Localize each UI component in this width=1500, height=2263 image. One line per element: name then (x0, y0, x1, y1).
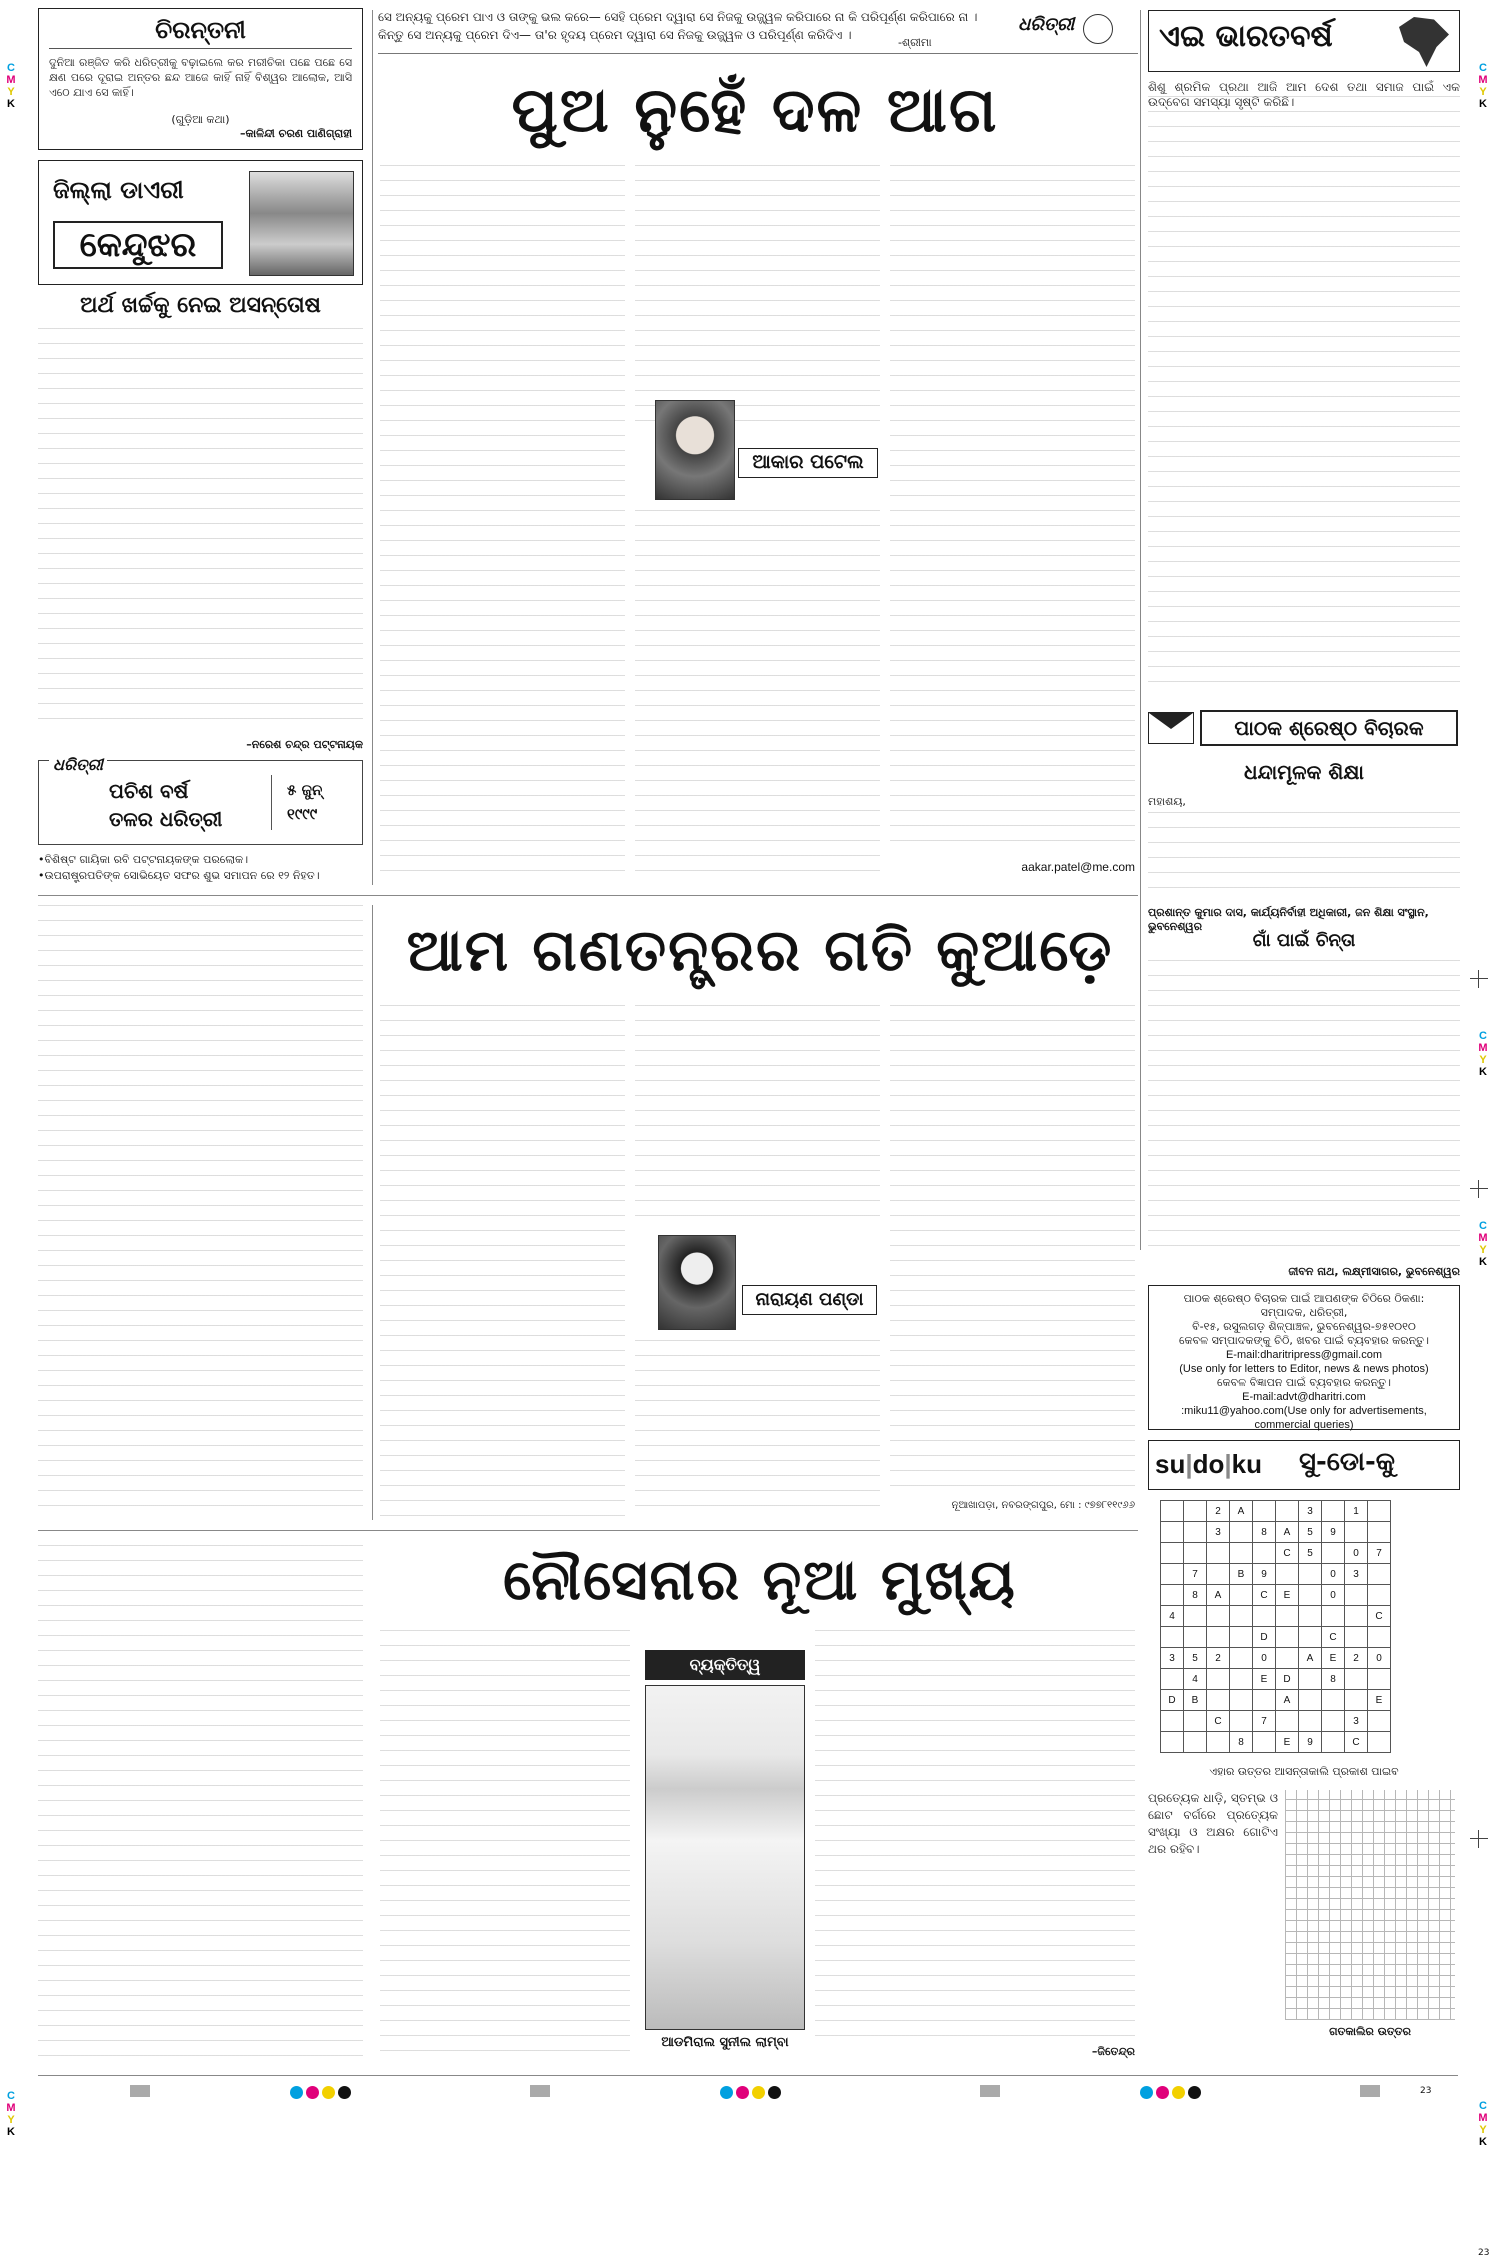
sudoku-cell (1368, 1585, 1391, 1606)
second-headline: ଆମ ଗଣତନ୍ତ୍ରର ଗତି କୁଆଡ଼େ (406, 916, 1114, 984)
sudoku-cell: 2 (1207, 1501, 1230, 1522)
sudoku-title-do: do (1192, 1449, 1225, 1479)
sudoku-cell: B (1230, 1564, 1253, 1585)
main-article-column-2 (635, 510, 880, 885)
sudoku-cell (1207, 1669, 1230, 1690)
sudoku-cell: 0 (1345, 1543, 1368, 1564)
ad-note: କେବଳ ବିଜ୍ଞାପନ ପାଇଁ ବ୍ୟବହାର କରନ୍ତୁ। (1216, 1376, 1391, 1389)
sudoku-cell (1299, 1585, 1322, 1606)
temple-photo (249, 171, 354, 276)
main-article-author: ଆକାର ପଟେଲ (738, 448, 878, 478)
footer-rule (38, 2075, 1458, 2076)
letter-1-body (1148, 812, 1460, 902)
sudoku-cell (1230, 1522, 1253, 1543)
registration-mark-left-bottom: C M Y K (6, 2090, 16, 2138)
sudoku-cell: 4 (1161, 1606, 1184, 1627)
registration-mark-left-top: C M Y K (6, 62, 16, 110)
sudoku-cell (1207, 1690, 1230, 1711)
sudoku-cell (1184, 1522, 1207, 1543)
sudoku-cell: D (1161, 1690, 1184, 1711)
letter-2-body (1148, 960, 1460, 1260)
ei-bharatbarsha-intro: ଶିଶୁ ଶ୍ରମିକ ପ୍ରଥା ଆଜି ଆମ ଦେଶ ତଥା ସମାଜ ପାଇଁ ଏକ ଉଦ୍ବେଗ ସମସ୍ୟା ସୃଷ୍ଟି କରିଛି। (1148, 80, 1460, 109)
district-diary-banner (38, 160, 363, 285)
sudoku-row (1161, 1711, 1391, 1732)
sudoku-cell: 7 (1184, 1564, 1207, 1585)
divider (271, 775, 272, 830)
sudoku-cell (1253, 1690, 1276, 1711)
twenty-five-years-item: •ଉପରାଷ୍ଟ୍ରପତିଙ୍କ ସୋଭିୟେତ ସଫର ଶୁଭ ସମାପନ ରେ ୧୨ ନିହତ। (38, 869, 320, 882)
crop-mark (1470, 970, 1488, 988)
registration-mark-right-bottom: C M Y K (1478, 2100, 1488, 2148)
sudoku-cell (1161, 1711, 1184, 1732)
advt-email-alt[interactable]: :miku11@yahoo.com(Use only for advertisements, commercial queries) (1181, 1405, 1427, 1431)
third-article-byline: –ଜିତେନ୍ଦ୍ର (1091, 2045, 1135, 2058)
sudoku-cell (1161, 1585, 1184, 1606)
sudoku-cell (1230, 1606, 1253, 1627)
sudoku-cell: 7 (1368, 1543, 1391, 1564)
sudoku-cell: A (1276, 1690, 1299, 1711)
sudoku-cell (1230, 1585, 1253, 1606)
sudoku-cell: 3 (1161, 1648, 1184, 1669)
sudoku-row (1161, 1543, 1391, 1564)
daily-quote (378, 8, 988, 44)
sudoku-cell: A (1299, 1648, 1322, 1669)
print-color-dots (1140, 2084, 1204, 2103)
ei-bharatbarsha-banner (1148, 10, 1460, 72)
chirantani-poem: ଦୁନିଆ ରଞ୍ଜିତ କରି ଧରିତ୍ରୀକୁ ବଢ଼ାଇଲେ କର ମରୀଚିକା ପଛେ ପଛେ ସେ କ୍ଷଣ ପରେ ଦୂରାଇ ଅନ୍ତର ଛନ୍ଦ ଆଜେ କାହିଁ ନାହିଁ ବିଶ୍ୱର ଆଲୋକ, ଆସି ଏଠେ ଯାଏ ସେ କାହିଁ। (49, 56, 352, 99)
main-article-email: aakar.patel@me.com (1021, 860, 1135, 874)
sudoku-row (1161, 1564, 1391, 1585)
sudoku-cell (1345, 1585, 1368, 1606)
sudoku-cell: 3 (1299, 1501, 1322, 1522)
sudoku-row (1161, 1627, 1391, 1648)
letters-address-box (1148, 1285, 1460, 1430)
sudoku-cell (1322, 1501, 1345, 1522)
sudoku-cell (1161, 1501, 1184, 1522)
chirantani-title: ଚିରନ୍ତନୀ (49, 15, 352, 49)
sudoku-cell: 9 (1299, 1732, 1322, 1753)
sudoku-cell (1184, 1732, 1207, 1753)
sudoku-cell: C (1322, 1627, 1345, 1648)
sudoku-cell (1322, 1732, 1345, 1753)
section-rule (38, 1530, 1138, 1531)
sudoku-cell: 0 (1253, 1648, 1276, 1669)
second-article-column-2 (380, 1005, 625, 1520)
print-color-dots (720, 2084, 784, 2103)
sudoku-cell: 5 (1184, 1648, 1207, 1669)
letter-2-author: ଜୀବନ ନାଥ, ଲକ୍ଷ୍ମୀସାଗର, ଭୁବନେଶ୍ୱର (1288, 1265, 1460, 1278)
twenty-five-years-title-1: ପଚିଶ ବର୍ଷ (109, 779, 189, 803)
sudoku-cell: 9 (1322, 1522, 1345, 1543)
sudoku-grid (1160, 1500, 1391, 1753)
sudoku-cell: 4 (1184, 1669, 1207, 1690)
sudoku-cell (1276, 1627, 1299, 1648)
sudoku-cell: E (1276, 1585, 1299, 1606)
main-headline: ପୁଅ ନୁହେଁ ଦଳ ଆଗ (511, 73, 999, 146)
sudoku-cell: 2 (1345, 1648, 1368, 1669)
sudoku-row (1161, 1732, 1391, 1753)
sudoku-cell: 9 (1253, 1564, 1276, 1585)
sudoku-cell: 3 (1345, 1564, 1368, 1585)
sudoku-title-odia: ସୁ-ଡୋ-କୁ (1299, 1447, 1395, 1477)
sudoku-previous-solution-grid (1285, 1790, 1455, 2020)
sudoku-title-su: su (1155, 1449, 1186, 1479)
address-line: କେବଳ ସମ୍ପାଦକଙ୍କୁ ଚିଠି, ଖବର ପାଇଁ ବ୍ୟବହାର କରନ୍ତୁ। (1179, 1334, 1429, 1347)
sudoku-cell (1345, 1522, 1368, 1543)
sudoku-cell: 5 (1299, 1543, 1322, 1564)
sudoku-cell: 5 (1299, 1522, 1322, 1543)
sudoku-cell: C (1207, 1711, 1230, 1732)
admiral-photo-caption: ଆଡମିରାଲ ସୁନୀଲ ଲାମ୍ବା (661, 2035, 789, 2050)
page-number-corner: 23 (1478, 2248, 1490, 2258)
print-gray-bar (980, 2085, 1000, 2097)
sudoku-cell (1322, 1711, 1345, 1732)
twenty-five-years-item: •ବିଶିଷ୍ଟ ଗାୟିକା ରବି ପଟ୍ଟନାୟକଙ୍କ ପରଲୋକ। (38, 853, 249, 866)
sudoku-cell: E (1253, 1669, 1276, 1690)
sudoku-cell (1276, 1711, 1299, 1732)
sudoku-cell (1299, 1711, 1322, 1732)
sudoku-title-ku: ku (1231, 1449, 1263, 1479)
sudoku-row (1161, 1606, 1391, 1627)
sudoku-cell (1207, 1543, 1230, 1564)
page-number: 23 (1420, 2086, 1432, 2096)
admiral-photo (645, 1685, 805, 2030)
quote-author: -ଶ୍ରୀମା (898, 36, 932, 49)
sudoku-cell (1322, 1543, 1345, 1564)
sudoku-cell (1253, 1606, 1276, 1627)
sudoku-cell (1322, 1690, 1345, 1711)
sudoku-cell (1161, 1564, 1184, 1585)
sudoku-cell (1184, 1606, 1207, 1627)
second-article-column-1 (38, 905, 363, 1520)
sudoku-cell (1276, 1564, 1299, 1585)
advt-email[interactable]: E-mail:advt@dharitri.com (1242, 1391, 1366, 1403)
column-rule (372, 905, 373, 1520)
crop-mark (1470, 1180, 1488, 1198)
column-rule (372, 10, 373, 885)
print-color-dots (290, 2084, 354, 2103)
sudoku-cell: 0 (1368, 1648, 1391, 1669)
masthead-quote-bar (378, 8, 1138, 54)
sudoku-cell: E (1368, 1690, 1391, 1711)
print-gray-bar (130, 2085, 150, 2097)
sudoku-cell (1253, 1543, 1276, 1564)
sudoku-row (1161, 1585, 1391, 1606)
second-article-column-3 (635, 1340, 880, 1520)
sudoku-cell (1207, 1732, 1230, 1753)
district-body-text (38, 328, 363, 733)
twenty-five-years-date-1: ୫ ଜୁନ୍ (287, 781, 323, 799)
sudoku-cell (1345, 1627, 1368, 1648)
twenty-five-years-date-2: ୧୯୯୯ (287, 805, 318, 823)
sudoku-cell: 2 (1207, 1648, 1230, 1669)
sudoku-row (1161, 1690, 1391, 1711)
main-article-column-3 (890, 165, 1135, 855)
sudoku-cell (1368, 1564, 1391, 1585)
sudoku-cell: A (1207, 1585, 1230, 1606)
sudoku-cell (1345, 1669, 1368, 1690)
sudoku-row (1161, 1522, 1391, 1543)
third-article-column-1 (38, 1545, 363, 2065)
sudoku-cell: 3 (1345, 1711, 1368, 1732)
sudoku-cell: 3 (1207, 1522, 1230, 1543)
address-line: ବି-୧୫, ରସୁଲଗଡ଼ ଶିଳ୍ପାଞ୍ଚଳ, ଭୁବନେଶ୍ୱର-୭୫୧୦୧୦ (1192, 1320, 1416, 1333)
sudoku-rules: ପ୍ରତ୍ୟେକ ଧାଡ଼ି, ସ୍ତମ୍ଭ ଓ ଛୋଟ ବର୍ଗରେ ପ୍ରତ୍ୟେକ ସଂଖ୍ୟା ଓ ଅକ୍ଷର ଗୋଟିଏ ଥର ରହିବ। (1148, 1791, 1278, 1856)
sudoku-cell: D (1253, 1627, 1276, 1648)
second-article-place: ନୂଆଖାପଡ଼ା, ନବରଙ୍ଗପୁର, ମୋ : ୯୭୭୮୧୧୯୬୬ (951, 1500, 1135, 1511)
sudoku-cell (1368, 1501, 1391, 1522)
sudoku-cell: 0 (1322, 1585, 1345, 1606)
address-intro: ପାଠକ ଶ୍ରେଷ୍ଠ ବିଚାରକ ପାଇଁ ଆପଣଙ୍କ ଚିଠିରେ ଠିକଣା: (1183, 1292, 1425, 1305)
letters-banner (1148, 708, 1460, 748)
letter-2-title: ଗାଁ ପାଇଁ ଚିନ୍ତା (1252, 930, 1356, 951)
chirantani-box (38, 8, 363, 150)
registration-mark-right-mid2: C M Y K (1478, 1220, 1488, 1268)
sudoku-cell: 7 (1253, 1711, 1276, 1732)
sudoku-cell (1299, 1606, 1322, 1627)
sudoku-cell: 8 (1230, 1732, 1253, 1753)
sudoku-cell (1230, 1690, 1253, 1711)
letter-1-title: ଧନ୍ଦାମୂଳକ ଶିକ୍ଷା (1244, 760, 1364, 784)
sudoku-row (1161, 1648, 1391, 1669)
sudoku-cell (1230, 1711, 1253, 1732)
twenty-five-years-title-2: ତଳର ଧରିତ୍ରୀ (109, 807, 223, 831)
section-title: ଏଇ ଭାରତବର୍ଷ (1159, 19, 1333, 54)
second-article-column-3-top (635, 1005, 880, 1230)
sudoku-cell (1345, 1690, 1368, 1711)
india-map-icon (1399, 17, 1449, 67)
second-article-column-4 (890, 1005, 1135, 1495)
sudoku-cell (1207, 1627, 1230, 1648)
sudoku-cell: D (1276, 1669, 1299, 1690)
registration-mark-right-mid: C M Y K (1478, 1030, 1488, 1078)
sudoku-cell: 1 (1345, 1501, 1368, 1522)
editor-email-note: (Use only for letters to Editor, news & news photos) (1179, 1363, 1429, 1375)
sudoku-cell (1230, 1627, 1253, 1648)
letter-1-salutation: ମହାଶୟ, (1148, 795, 1186, 808)
sudoku-cell (1184, 1711, 1207, 1732)
second-article-author: ନାରାୟଣ ପଣ୍ଡା (742, 1285, 877, 1315)
sudoku-cell (1368, 1522, 1391, 1543)
twenty-five-years-box (38, 755, 363, 845)
sudoku-cell (1276, 1501, 1299, 1522)
emblem-icon (1083, 14, 1113, 44)
sudoku-cell (1184, 1501, 1207, 1522)
sudoku-cell (1230, 1669, 1253, 1690)
author-photo (655, 400, 735, 500)
sudoku-cell (1230, 1543, 1253, 1564)
letter-1-author: ପ୍ରଶାନ୍ତ କୁମାର ଦାସ, କାର୍ଯ୍ୟନିର୍ବାହୀ ଅଧିକାରୀ, ଜନ ଶିକ୍ଷା ସଂସ୍ଥାନ, ଭୁବନେଶ୍ୱର (1148, 906, 1429, 933)
poem-source: (ଗୁଡ଼ିଆ କଥା) (171, 113, 230, 126)
sudoku-cell (1368, 1627, 1391, 1648)
third-headline: ନୌସେନାର ନୂଆ ମୁଖ୍ୟ (503, 1547, 1017, 1613)
third-article-column-2 (380, 1630, 630, 2065)
sudoku-cell (1161, 1522, 1184, 1543)
print-gray-bar (530, 2085, 550, 2097)
sudoku-cell (1345, 1606, 1368, 1627)
sudoku-cell (1276, 1648, 1299, 1669)
editor-email[interactable]: E-mail:dharitripress@gmail.com (1225, 1349, 1383, 1361)
profile-label: ବ୍ୟକ୍ତିତ୍ୱ (645, 1650, 805, 1680)
sudoku-cell (1184, 1543, 1207, 1564)
letters-section-title: ପାଠକ ଶ୍ରେଷ୍ଠ ବିଚାରକ (1200, 710, 1458, 746)
sudoku-cell (1368, 1669, 1391, 1690)
sudoku-cell (1276, 1606, 1299, 1627)
district-name: କେନ୍ଦୁଝର (53, 221, 223, 269)
sudoku-solution-caption: ଗତକାଲିର ଉତ୍ତର (1329, 2025, 1411, 2038)
sudoku-row (1161, 1501, 1391, 1522)
sudoku-cell: C (1276, 1543, 1299, 1564)
sudoku-cell: A (1276, 1522, 1299, 1543)
paper-logo: ଧରିତ୍ରୀ (1018, 14, 1075, 35)
poet-name: –କାଳିନ୍ଦୀ ଚରଣ ପାଣିଗ୍ରାହୀ (240, 127, 352, 140)
sudoku-cell (1207, 1564, 1230, 1585)
sudoku-cell (1253, 1501, 1276, 1522)
sudoku-cell (1207, 1606, 1230, 1627)
sudoku-solution-note: ଏହାର ଉତ୍ତର ଆସନ୍ତାକାଲି ପ୍ରକାଶ ପାଇବ (1209, 1765, 1399, 1778)
sudoku-cell (1299, 1627, 1322, 1648)
sudoku-cell (1299, 1564, 1322, 1585)
main-article-column-1 (380, 165, 625, 885)
address-line: ସମ୍ପାଦକ, ଧରିତ୍ରୀ, (1260, 1306, 1348, 1319)
sudoku-cell: 8 (1253, 1522, 1276, 1543)
sudoku-cell: C (1253, 1585, 1276, 1606)
sudoku-cell (1161, 1669, 1184, 1690)
main-article-column-2-top (635, 165, 880, 425)
sudoku-cell: 8 (1322, 1669, 1345, 1690)
column-rule (1140, 10, 1141, 1250)
sudoku-cell: 0 (1322, 1564, 1345, 1585)
quote-line-2: କିନ୍ତୁ ସେ ଅନ୍ୟକୁ ପ୍ରେମ ଦିଏ— ତା'ର ହୃଦୟ ପ୍ରେମ ଦ୍ୱାରା ସେ ନିଜକୁ ଉଜ୍ଜ୍ୱଳ ଓ ପରିପୂର୍ଣ୍ଣ କରିଦିଏ । (378, 28, 852, 42)
sudoku-cell (1253, 1732, 1276, 1753)
second-author-photo (658, 1235, 736, 1330)
sudoku-row (1161, 1669, 1391, 1690)
section-rule (38, 895, 1138, 896)
envelope-icon (1148, 712, 1194, 744)
sudoku-cell (1161, 1627, 1184, 1648)
sudoku-cell (1299, 1669, 1322, 1690)
sudoku-cell (1368, 1711, 1391, 1732)
print-gray-bar (1360, 2085, 1380, 2097)
registration-mark-right-top: C M Y K (1478, 62, 1488, 110)
sudoku-cell (1184, 1627, 1207, 1648)
sudoku-table (1160, 1500, 1391, 1753)
sudoku-cell (1299, 1690, 1322, 1711)
sudoku-cell (1230, 1648, 1253, 1669)
district-byline: –ନରେଶ ଚନ୍ଦ୍ର ପଟ୍ଟନାୟକ (246, 738, 363, 751)
sudoku-cell: C (1345, 1732, 1368, 1753)
sudoku-cell: A (1230, 1501, 1253, 1522)
sudoku-cell: 8 (1184, 1585, 1207, 1606)
sudoku-cell (1161, 1732, 1184, 1753)
sudoku-cell: C (1368, 1606, 1391, 1627)
twenty-five-years-logo: ଧରିତ୍ରୀ (49, 755, 107, 775)
sudoku-cell: E (1322, 1648, 1345, 1669)
sudoku-cell (1322, 1606, 1345, 1627)
sudoku-banner: su|do|ku ସୁ-ଡୋ-କୁ (1148, 1440, 1460, 1490)
quote-line-1: ସେ ଅନ୍ୟକୁ ପ୍ରେମ ପାଏ ଓ ତାଙ୍କୁ ଭଲ କରେ— ସେହି ପ୍ରେମ ଦ୍ୱାରା ସେ ନିଜକୁ ଉଜ୍ଜ୍ୱଳ କରିପାରେ ନା କି ପରିପୂର୍ଣ୍ଣ କରିପାରେ ନା । (378, 10, 978, 24)
district-headline: ଅର୍ଥ ଖର୍ଚ୍ଚକୁ ନେଇ ଅସନ୍ତୋଷ (80, 292, 321, 318)
sudoku-cell: E (1276, 1732, 1299, 1753)
ei-bharatbarsha-body (1148, 96, 1460, 696)
third-article-column-3 (815, 1630, 1135, 2045)
crop-mark (1470, 1830, 1488, 1848)
district-diary-label: ଜିଲ୍ଲା ଡାଏରୀ (53, 175, 184, 204)
twenty-five-years-items (38, 852, 363, 884)
sudoku-cell (1368, 1732, 1391, 1753)
sudoku-cell: B (1184, 1690, 1207, 1711)
sudoku-cell (1161, 1543, 1184, 1564)
